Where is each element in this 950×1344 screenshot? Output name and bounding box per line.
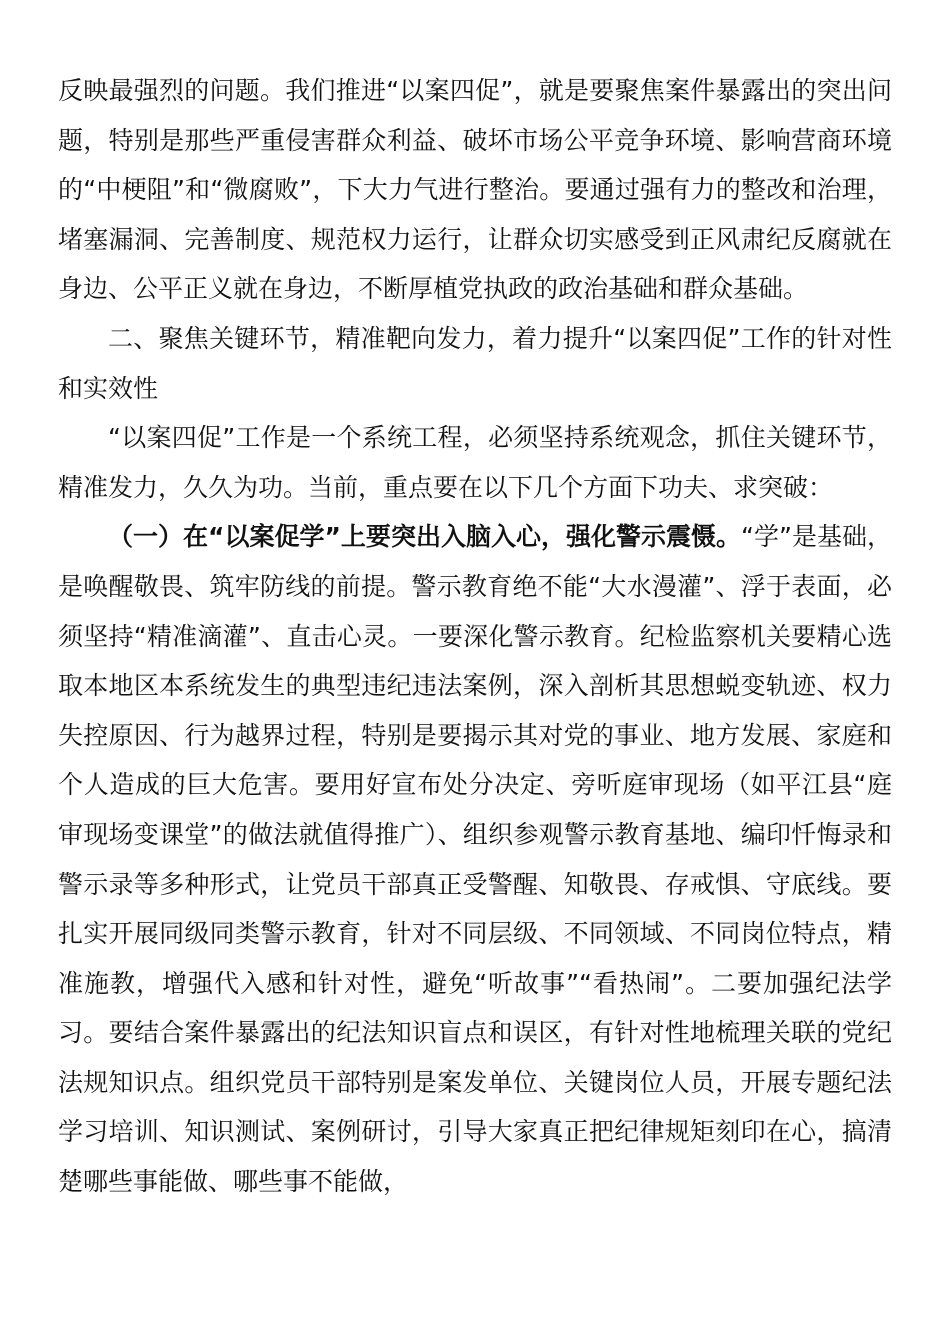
subsection-heading: （一）在“以案促学”上要突出入脑入心，强化警示震慑。 [108,522,742,552]
paragraph-subsection [58,512,892,1206]
paragraph-intro: “以案四促”工作是一个系统工程，必须坚持系统观念，抓住关键环节，精准发力，久久为功。当前，重点要在以下几个方面下功夫、求突破： [58,423,892,502]
subsection-body: “学”是基础，是唤醒敬畏、筑牢防线的前提。警示教育绝不能“大水漫灌”、浮于表面，必须坚持“精准滴灌”、直击心灵。一要深化警示教育。纪检监察机关要精心选取本地区本系统发生的典型违纪违法案例，深入剖析其思想蜕变轨迹、权力失控原因、行为越界过程，特别是要揭示其对党的事业、地方发展、家庭和个人造成的巨大危害。要用好宣布处分决定、旁听庭审现场（如平江县“庭审现场变课堂”的做法就值得推广）、组织参观警示教育基地、编印忏悔录和警示录等多种形式，让党员干部真正受警醒、知敬畏、存戒惧、守底线。要扎实开展同级同类警示教育，针对不同层级、不同领域、不同岗位特点，精准施教，增强代入感和针对性，避免“听故事”“看热闹”。二要加强纪法学习。要结合案件暴露出的纪法知识盲点和误区，有针对性地梳理关联的党纪法规知识点。组织党员干部特别是案发单位、关键岗位人员，开展专题纪法学习培训、知识测试、案例研讨，引导大家真正把纪律规矩刻印在心，搞清楚哪些事能做、哪些事不能做， [58,522,892,1197]
document-page [58,66,892,1207]
paragraph-continuation: 反映最强烈的问题。我们推进“以案四促”，就是要聚焦案件暴露出的突出问题，特别是那些严重侵害群众利益、破坏市场公平竞争环境、影响营商环境的“中梗阻”和“微腐败”，下大力气进行整治。要通过强有力的整改和治理，堵塞漏洞、完善制度、规范权力运行，让群众切实感受到正风肃纪反腐就在身边、公平正义就在身边，不断厚植党执政的政治基础和群众基础。 [58,76,892,304]
section-heading: 二、聚焦关键环节，精准靶向发力，着力提升“以案四促”工作的针对性和实效性 [58,323,892,403]
